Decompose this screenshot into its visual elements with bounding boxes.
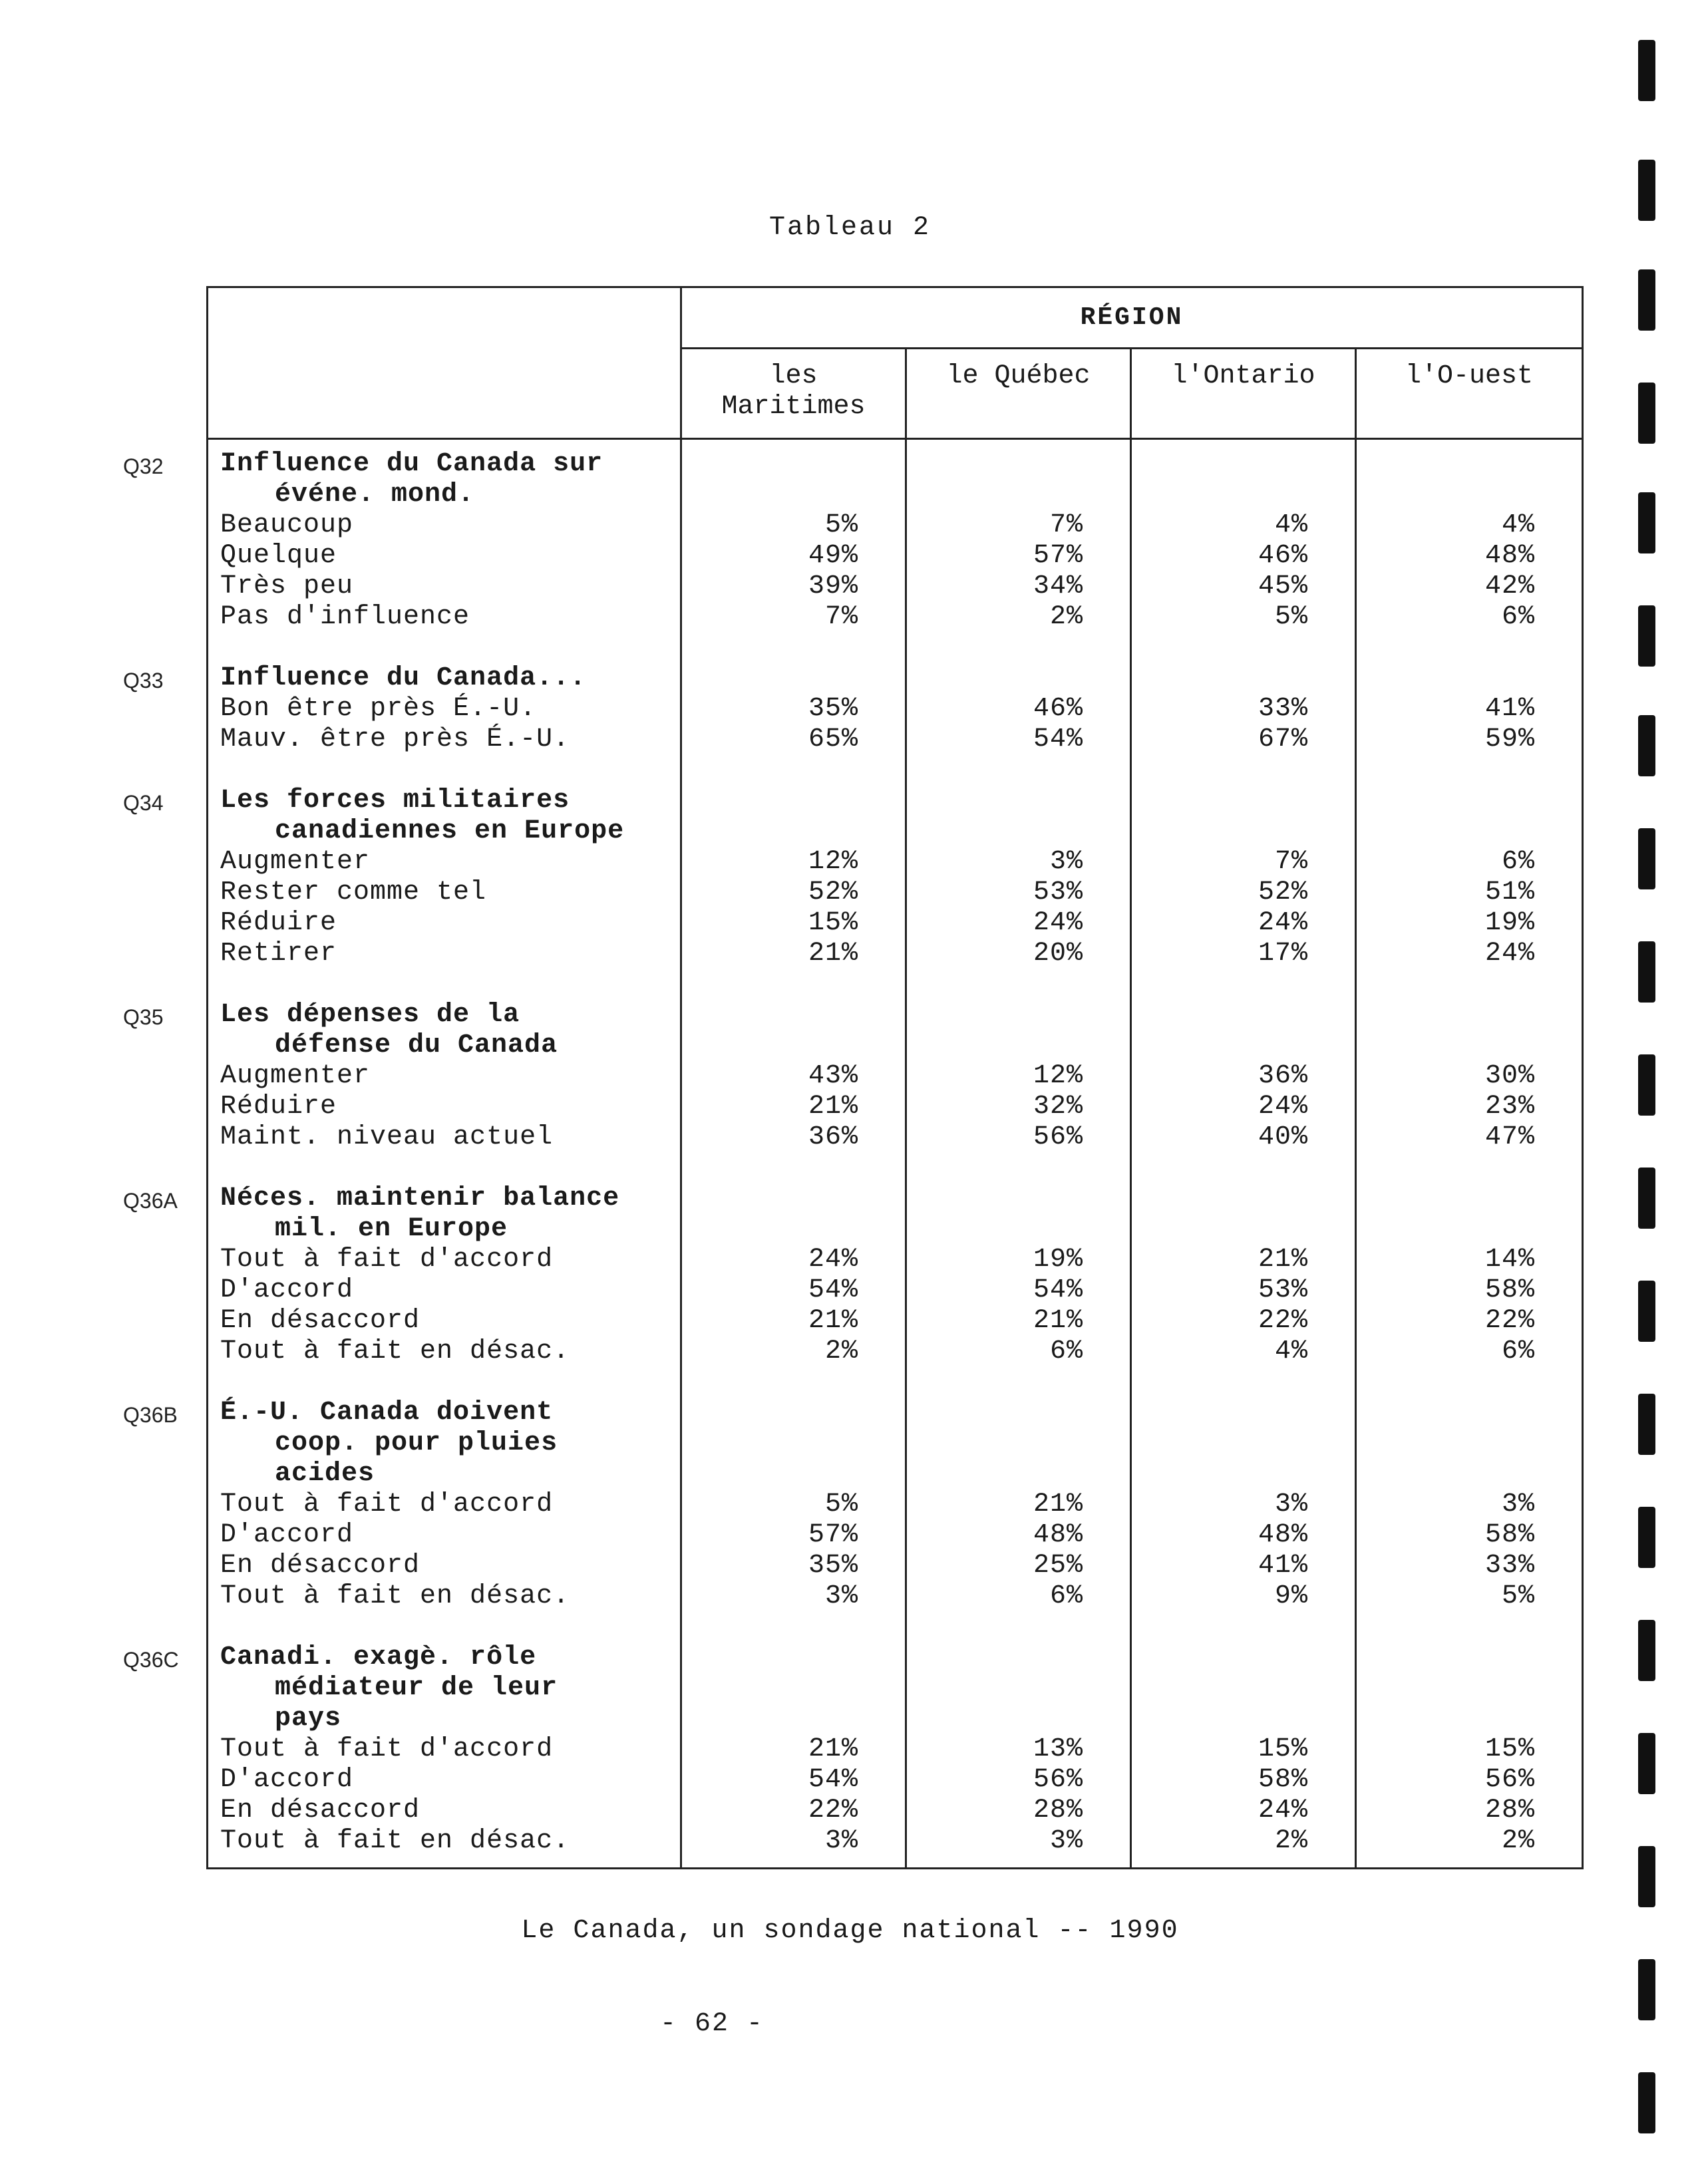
percent-value: 43% — [808, 1061, 858, 1091]
blank-line — [1357, 1673, 1535, 1704]
row-label: Tout à fait d'accord — [220, 1734, 554, 1764]
blank-line — [907, 816, 1083, 847]
binding-mark — [1638, 1507, 1655, 1568]
section-gap — [907, 1153, 1083, 1183]
binding-mark — [1638, 1281, 1655, 1342]
blank-line — [682, 480, 858, 510]
row-label: D'accord — [220, 1275, 354, 1305]
percent-value: 7% — [1274, 847, 1308, 877]
binding-mark — [1638, 1054, 1655, 1116]
blank-line — [682, 663, 858, 694]
percent-value: 3% — [1274, 1489, 1308, 1519]
binding-mark — [1638, 715, 1655, 776]
row-label: Réduire — [220, 1092, 337, 1122]
blank-line — [1357, 1214, 1535, 1245]
percent-value: 23% — [1484, 1092, 1535, 1122]
section-gap — [1357, 1367, 1535, 1398]
percent-value: 56% — [1033, 1765, 1083, 1795]
section-gap — [682, 633, 858, 663]
percent-value: 34% — [1033, 571, 1083, 601]
percent-value: 7% — [1049, 510, 1083, 540]
row-label: Maint. niveau actuel — [220, 1122, 554, 1152]
section-gap — [907, 633, 1083, 663]
blank-line — [907, 1459, 1083, 1489]
percent-value: 58% — [1484, 1275, 1535, 1305]
percent-value: 48% — [1484, 541, 1535, 571]
section-gap — [1357, 969, 1535, 1000]
percent-value: 2% — [1274, 1826, 1308, 1856]
blank-line — [1357, 786, 1535, 816]
percent-value: 6% — [1049, 1581, 1083, 1611]
row-label: Tout à fait en désac. — [220, 1826, 570, 1856]
section-gap — [220, 1153, 680, 1183]
section-gap — [1132, 633, 1308, 663]
row-label: Très peu — [220, 571, 354, 601]
blank-line — [682, 1704, 858, 1734]
percent-value: 53% — [1258, 1275, 1308, 1305]
percent-value: 48% — [1258, 1520, 1308, 1550]
blank-line — [682, 1428, 858, 1459]
section-heading: Influence du Canada... — [220, 663, 587, 693]
question-code: Q36B — [123, 1403, 178, 1427]
row-label: Augmenter — [220, 847, 371, 877]
percent-value: 67% — [1258, 724, 1308, 754]
percent-value: 19% — [1033, 1245, 1083, 1275]
blank-line — [682, 1183, 858, 1214]
binding-mark — [1638, 828, 1655, 889]
percent-value: 6% — [1501, 1336, 1535, 1366]
percent-value: 28% — [1484, 1795, 1535, 1825]
binding-mark — [1638, 605, 1655, 667]
percent-value: 46% — [1033, 694, 1083, 724]
section-gap — [1357, 755, 1535, 786]
section-gap — [1132, 755, 1308, 786]
blank-line — [907, 1673, 1083, 1704]
data-table — [206, 286, 1584, 1869]
section-gap — [1357, 1153, 1535, 1183]
percent-value: 14% — [1484, 1245, 1535, 1275]
section-gap — [220, 755, 680, 786]
section-heading: pays — [275, 1704, 342, 1734]
blank-line — [682, 449, 858, 480]
blank-line — [1132, 663, 1308, 694]
blank-line — [1357, 1459, 1535, 1489]
percent-value: 41% — [1484, 694, 1535, 724]
blank-line — [1357, 1030, 1535, 1061]
row-label: En désaccord — [220, 1306, 421, 1336]
blank-line — [907, 786, 1083, 816]
percent-value: 15% — [1484, 1734, 1535, 1764]
row-label: Rester comme tel — [220, 877, 487, 907]
percent-value: 6% — [1049, 1336, 1083, 1366]
section-gap — [682, 755, 858, 786]
percent-value: 52% — [808, 877, 858, 907]
percent-value: 21% — [808, 1306, 858, 1336]
column-header-quebec — [907, 349, 1132, 440]
section-heading: événe. mond. — [275, 480, 475, 510]
row-label: Tout à fait en désac. — [220, 1581, 570, 1611]
table-title: Tableau 2 — [768, 213, 932, 243]
binding-mark — [1638, 1959, 1655, 2020]
row-label: En désaccord — [220, 1795, 421, 1825]
percent-value: 6% — [1501, 847, 1535, 877]
blank-line — [907, 1428, 1083, 1459]
percent-value: 4% — [1501, 510, 1535, 540]
percent-value: 13% — [1033, 1734, 1083, 1764]
section-heading: coop. pour pluies — [275, 1428, 558, 1458]
section-gap — [682, 969, 858, 1000]
binding-mark — [1638, 40, 1655, 101]
percent-value: 21% — [1033, 1306, 1083, 1336]
percent-value: 58% — [1258, 1765, 1308, 1795]
row-label: Tout à fait d'accord — [220, 1489, 554, 1519]
percent-value: 30% — [1484, 1061, 1535, 1091]
row-label: En désaccord — [220, 1551, 421, 1581]
percent-value: 21% — [1033, 1489, 1083, 1519]
blank-line — [1132, 1673, 1308, 1704]
percent-value: 56% — [1484, 1765, 1535, 1795]
blank-line — [1132, 1642, 1308, 1673]
section-gap — [907, 755, 1083, 786]
percent-value: 15% — [808, 908, 858, 938]
binding-mark — [1638, 269, 1655, 331]
values-column-ouest — [1357, 440, 1582, 1867]
percent-value: 19% — [1484, 908, 1535, 938]
blank-line — [682, 1642, 858, 1673]
blank-line — [1357, 449, 1535, 480]
percent-value: 4% — [1274, 1336, 1308, 1366]
percent-value: 45% — [1258, 571, 1308, 601]
section-heading: mil. en Europe — [275, 1214, 508, 1244]
section-gap — [220, 1367, 680, 1398]
column-header-label: le Québec — [946, 361, 1091, 391]
blank-line — [907, 1030, 1083, 1061]
section-gap — [1357, 1612, 1535, 1642]
blank-line — [907, 1000, 1083, 1030]
binding-mark — [1638, 1394, 1655, 1455]
binding-mark — [1638, 1620, 1655, 1681]
section-heading: Canadi. exagè. rôle — [220, 1642, 537, 1672]
table-corner-cell — [208, 288, 682, 440]
question-code: Q32 — [123, 454, 164, 478]
section-gap — [1132, 1367, 1308, 1398]
page-number: - 62 - — [659, 2009, 765, 2039]
percent-value: 3% — [1501, 1489, 1535, 1519]
column-header-label: les Maritimes — [721, 361, 866, 422]
percent-value: 2% — [824, 1336, 858, 1366]
percent-value: 28% — [1033, 1795, 1083, 1825]
percent-value: 24% — [808, 1245, 858, 1275]
section-gap — [1132, 969, 1308, 1000]
percent-value: 49% — [808, 541, 858, 571]
blank-line — [1132, 480, 1308, 510]
percent-value: 57% — [1033, 541, 1083, 571]
blank-line — [907, 663, 1083, 694]
column-header-ouest — [1357, 349, 1582, 440]
blank-line — [1357, 480, 1535, 510]
blank-line — [682, 1000, 858, 1030]
section-gap — [907, 1612, 1083, 1642]
percent-value: 54% — [1033, 724, 1083, 754]
section-heading: Influence du Canada sur — [220, 449, 603, 479]
percent-value: 5% — [824, 1489, 858, 1519]
row-label: Augmenter — [220, 1061, 371, 1091]
percent-value: 57% — [808, 1520, 858, 1550]
blank-line — [1357, 1642, 1535, 1673]
column-header-ontario — [1132, 349, 1357, 440]
percent-value: 40% — [1258, 1122, 1308, 1152]
blank-line — [1357, 1704, 1535, 1734]
row-label: D'accord — [220, 1520, 354, 1550]
percent-value: 12% — [808, 847, 858, 877]
percent-value: 5% — [824, 510, 858, 540]
values-column-quebec — [907, 440, 1132, 1867]
blank-line — [1357, 1428, 1535, 1459]
percent-value: 53% — [1033, 877, 1083, 907]
row-label: Pas d'influence — [220, 602, 470, 632]
percent-value: 3% — [1049, 847, 1083, 877]
question-code: Q35 — [123, 1005, 164, 1029]
row-label: Mauv. être près É.-U. — [220, 724, 570, 754]
blank-line — [1132, 1183, 1308, 1214]
section-gap — [1357, 633, 1535, 663]
binding-mark — [1638, 1733, 1655, 1794]
section-heading: Néces. maintenir balance — [220, 1183, 620, 1213]
percent-value: 24% — [1258, 1092, 1308, 1122]
percent-value: 35% — [808, 694, 858, 724]
blank-line — [907, 1398, 1083, 1428]
blank-line — [682, 1214, 858, 1245]
blank-line — [1132, 1459, 1308, 1489]
percent-value: 20% — [1033, 939, 1083, 969]
row-label: Réduire — [220, 908, 337, 938]
percent-value: 3% — [824, 1581, 858, 1611]
percent-value: 4% — [1274, 510, 1308, 540]
question-code: Q36C — [123, 1648, 179, 1672]
blank-line — [682, 786, 858, 816]
blank-line — [1132, 1214, 1308, 1245]
percent-value: 36% — [1258, 1061, 1308, 1091]
percent-value: 58% — [1484, 1520, 1535, 1550]
percent-value: 36% — [808, 1122, 858, 1152]
percent-value: 5% — [1501, 1581, 1535, 1611]
percent-value: 21% — [808, 1092, 858, 1122]
row-label: Beaucoup — [220, 510, 354, 540]
row-label: Tout à fait d'accord — [220, 1245, 554, 1275]
percent-value: 47% — [1484, 1122, 1535, 1152]
blank-line — [682, 1459, 858, 1489]
blank-line — [682, 1673, 858, 1704]
percent-value: 17% — [1258, 939, 1308, 969]
blank-line — [907, 1642, 1083, 1673]
values-column-ontario — [1132, 440, 1357, 1867]
blank-line — [1132, 1030, 1308, 1061]
section-gap — [682, 1367, 858, 1398]
blank-line — [1132, 1428, 1308, 1459]
section-gap — [220, 969, 680, 1000]
binding-mark — [1638, 160, 1655, 221]
percent-value: 24% — [1258, 908, 1308, 938]
section-gap — [682, 1153, 858, 1183]
blank-line — [682, 1030, 858, 1061]
percent-value: 24% — [1258, 1795, 1308, 1825]
blank-line — [682, 1398, 858, 1428]
binding-mark — [1638, 1846, 1655, 1907]
percent-value: 39% — [808, 571, 858, 601]
percent-value: 24% — [1484, 939, 1535, 969]
percent-value: 46% — [1258, 541, 1308, 571]
blank-line — [1132, 1000, 1308, 1030]
percent-value: 54% — [1033, 1275, 1083, 1305]
percent-value: 33% — [1258, 694, 1308, 724]
row-label: D'accord — [220, 1765, 354, 1795]
binding-mark — [1638, 2072, 1655, 2133]
percent-value: 24% — [1033, 908, 1083, 938]
question-code: Q36A — [123, 1189, 178, 1213]
percent-value: 2% — [1501, 1826, 1535, 1856]
blank-line — [1357, 1000, 1535, 1030]
blank-line — [907, 480, 1083, 510]
section-gap — [1132, 1612, 1308, 1642]
section-gap — [907, 969, 1083, 1000]
percent-value: 42% — [1484, 571, 1535, 601]
blank-line — [1132, 1704, 1308, 1734]
blank-line — [682, 816, 858, 847]
percent-value: 12% — [1033, 1061, 1083, 1091]
section-heading: canadiennes en Europe — [275, 816, 625, 846]
percent-value: 54% — [808, 1765, 858, 1795]
percent-value: 41% — [1258, 1551, 1308, 1581]
source-caption: Le Canada, un sondage national -- 1990 — [521, 1916, 1179, 1946]
percent-value: 6% — [1501, 602, 1535, 632]
percent-value: 65% — [808, 724, 858, 754]
binding-mark — [1638, 492, 1655, 553]
blank-line — [907, 1704, 1083, 1734]
row-label: Bon être près É.-U. — [220, 694, 537, 724]
percent-value: 59% — [1484, 724, 1535, 754]
percent-value: 56% — [1033, 1122, 1083, 1152]
percent-value: 7% — [824, 602, 858, 632]
column-header-label: l'O-uest — [1405, 361, 1534, 391]
column-header-maritimes — [682, 349, 907, 440]
section-heading: Les dépenses de la — [220, 1000, 520, 1030]
percent-value: 3% — [824, 1826, 858, 1856]
percent-value: 15% — [1258, 1734, 1308, 1764]
section-heading: médiateur de leur — [275, 1673, 558, 1703]
blank-line — [1357, 816, 1535, 847]
binding-mark — [1638, 941, 1655, 1003]
region-header: RÉGION — [682, 288, 1582, 349]
percent-value: 32% — [1033, 1092, 1083, 1122]
question-code: Q34 — [123, 791, 164, 815]
blank-line — [907, 1183, 1083, 1214]
section-heading: Les forces militaires — [220, 786, 570, 816]
blank-line — [1357, 663, 1535, 694]
section-gap — [682, 1612, 858, 1642]
column-header-label: l'Ontario — [1171, 361, 1315, 391]
section-heading: É.-U. Canada doivent — [220, 1398, 554, 1428]
row-labels-column — [208, 440, 682, 1867]
section-heading: acides — [275, 1459, 375, 1489]
section-heading: défense du Canada — [275, 1030, 558, 1060]
section-gap — [220, 633, 680, 663]
blank-line — [907, 449, 1083, 480]
percent-value: 21% — [808, 1734, 858, 1764]
blank-line — [1132, 786, 1308, 816]
percent-value: 25% — [1033, 1551, 1083, 1581]
binding-mark — [1638, 383, 1655, 444]
percent-value: 21% — [1258, 1245, 1308, 1275]
percent-value: 22% — [808, 1795, 858, 1825]
question-code: Q33 — [123, 669, 164, 693]
row-label: Quelque — [220, 541, 337, 571]
section-gap — [220, 1612, 680, 1642]
blank-line — [1132, 1398, 1308, 1428]
percent-value: 51% — [1484, 877, 1535, 907]
blank-line — [1132, 449, 1308, 480]
blank-line — [1357, 1183, 1535, 1214]
blank-line — [907, 1214, 1083, 1245]
percent-value: 22% — [1484, 1306, 1535, 1336]
binding-mark — [1638, 1168, 1655, 1229]
section-gap — [907, 1367, 1083, 1398]
percent-value: 5% — [1274, 602, 1308, 632]
blank-line — [1132, 816, 1308, 847]
percent-value: 52% — [1258, 877, 1308, 907]
percent-value: 9% — [1274, 1581, 1308, 1611]
percent-value: 3% — [1049, 1826, 1083, 1856]
row-label: Tout à fait en désac. — [220, 1336, 570, 1366]
binding-marks — [1638, 40, 1665, 2169]
percent-value: 54% — [808, 1275, 858, 1305]
percent-value: 48% — [1033, 1520, 1083, 1550]
section-gap — [1132, 1153, 1308, 1183]
blank-line — [1357, 1398, 1535, 1428]
values-column-maritimes — [682, 440, 907, 1867]
percent-value: 35% — [808, 1551, 858, 1581]
percent-value: 22% — [1258, 1306, 1308, 1336]
percent-value: 2% — [1049, 602, 1083, 632]
percent-value: 21% — [808, 939, 858, 969]
percent-value: 33% — [1484, 1551, 1535, 1581]
row-label: Retirer — [220, 939, 337, 969]
